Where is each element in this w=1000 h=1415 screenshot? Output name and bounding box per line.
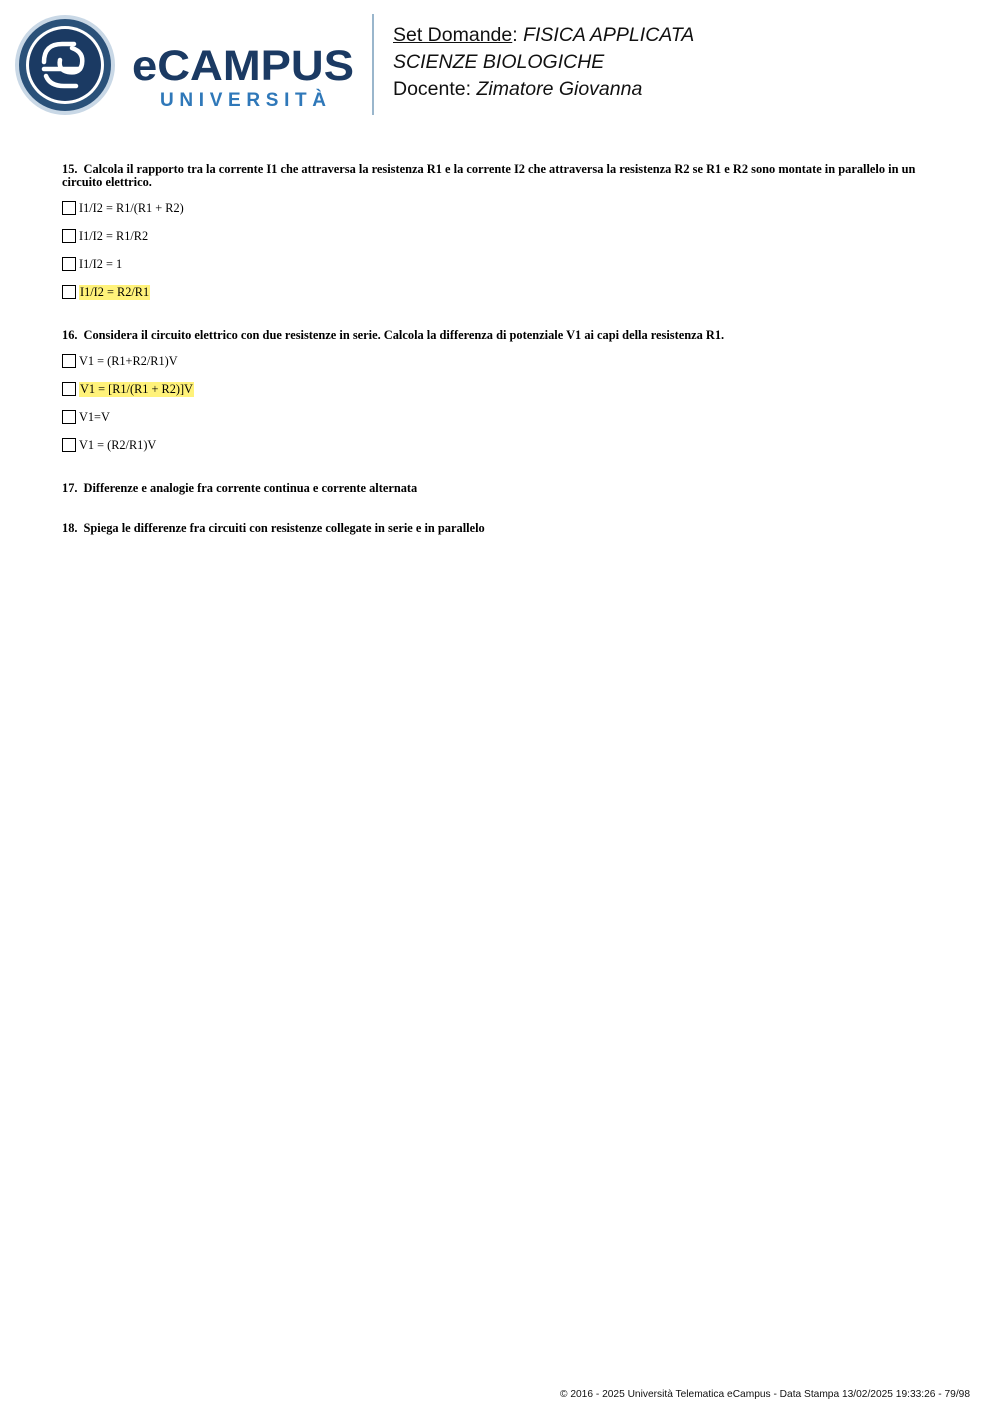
question-number: 15.: [62, 162, 78, 176]
question-body: Differenze e analogie fra corrente continua e corrente alternata: [83, 481, 418, 495]
degree-name: SCIENZE BIOLOGICHE: [393, 51, 605, 73]
set-colon: :: [512, 24, 518, 46]
question-body: Spiega le differenze fra circuiti con resistenze collegate in serie e in parallelo: [83, 521, 485, 535]
answer-option[interactable]: [62, 436, 942, 454]
ecampus-wordmark: [132, 42, 356, 112]
answer-option[interactable]: [62, 352, 942, 370]
answer-checkbox[interactable]: [62, 257, 76, 271]
question-block: [62, 482, 942, 495]
logo-wordmark-text: eCAMPUS: [132, 42, 354, 90]
question-body: Considera il circuito elettrico con due resistenze in serie. Calcola la differenza di potenziale V1 ai capi della resistenza R1.: [83, 328, 725, 342]
answer-label: V1=V: [79, 409, 110, 424]
answer-checkbox[interactable]: [62, 438, 76, 452]
question-text: [62, 329, 942, 342]
question-block: [62, 329, 942, 454]
answer-checkbox[interactable]: [62, 354, 76, 368]
answer-label: V1 = (R2/R1)V: [79, 437, 157, 452]
answer-option[interactable]: [62, 227, 942, 245]
question-number: 16.: [62, 328, 78, 342]
question-list: [62, 163, 942, 535]
question-text: [62, 482, 942, 495]
answer-label: I1/I2 = 1: [79, 256, 123, 271]
answer-option[interactable]: [62, 255, 942, 273]
ecampus-seal-logo: [14, 14, 116, 116]
question-body: Calcola il rapporto tra la corrente I1 che attraversa la resistenza R1 e la corrente I2 che attraversa la resistenza R2 se R1 e R2 sono montate in parallelo in un circuito elettrico.: [62, 162, 916, 189]
teacher-name: Zimatore Giovanna: [476, 78, 643, 100]
degree-line: [393, 49, 694, 76]
course-name: FISICA APPLICATA: [523, 24, 695, 46]
answer-label: I1/I2 = R1/R2: [79, 228, 149, 243]
question-text: [62, 163, 942, 189]
header-divider: [372, 14, 374, 115]
page-footer: © 2016 - 2025 Università Telematica eCampus - Data Stampa 13/02/2025 19:33:26 - 79/98: [560, 1389, 970, 1400]
answer-label: I1/I2 = R1/(R1 + R2): [79, 200, 184, 215]
teacher-line: [393, 76, 694, 103]
answer-checkbox[interactable]: [62, 201, 76, 215]
answer-option[interactable]: [62, 199, 942, 217]
question-block: [62, 163, 942, 301]
answer-option[interactable]: [62, 408, 942, 426]
answer-label-highlighted: I1/I2 = R2/R1: [80, 284, 150, 299]
logo-subtext: UNIVERSITÀ: [160, 90, 326, 111]
question-number: 17.: [62, 481, 78, 495]
question-number: 18.: [62, 521, 78, 535]
answer-checkbox[interactable]: [62, 285, 76, 299]
set-label: Set Domande: [393, 24, 513, 46]
course-line: [393, 22, 694, 49]
page-header: [0, 0, 1000, 130]
answer-label: V1 = (R1+R2/R1)V: [79, 353, 178, 368]
question-text: [62, 522, 942, 535]
answer-checkbox[interactable]: [62, 229, 76, 243]
answer-option-correct[interactable]: [62, 283, 942, 301]
answer-checkbox[interactable]: [62, 382, 76, 396]
teacher-label: Docente:: [393, 78, 472, 100]
question-block: [62, 522, 942, 535]
answer-checkbox[interactable]: [62, 410, 76, 424]
header-info: [393, 22, 694, 103]
answer-option-correct[interactable]: [62, 380, 942, 398]
answer-label-highlighted: V1 = [R1/(R1 + R2)]V: [80, 381, 193, 396]
